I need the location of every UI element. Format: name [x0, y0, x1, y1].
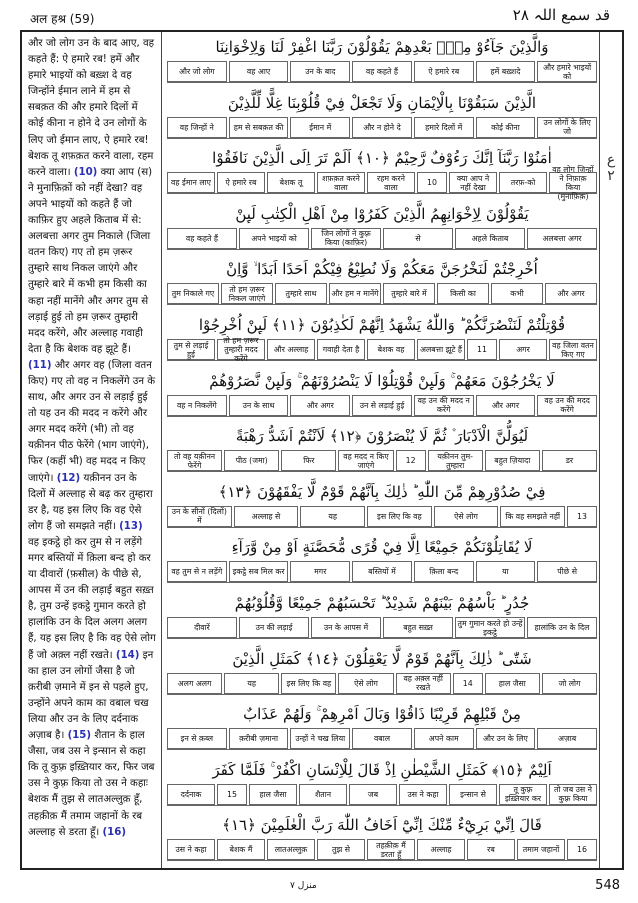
word-meaning-cell: अहले किताब — [455, 228, 525, 249]
ayah-number-15: (15) — [67, 730, 92, 742]
verse-block — [164, 34, 600, 82]
translation-text — [28, 36, 156, 841]
ayah-number-11: (11) — [28, 359, 52, 371]
word-meaning-cell: तुम से लड़ाई हुई — [167, 339, 215, 360]
word-meaning-cell: तुम्हारे बारे में — [383, 283, 435, 304]
word-meaning-cell: वह उन की मदद करेंगे — [537, 395, 597, 416]
verse-block — [164, 90, 600, 138]
word-meaning-cell: वह कहते हैं — [352, 61, 412, 82]
word-meaning-cell: उन के आपस में — [311, 617, 381, 638]
word-meaning-cell: शैतान — [299, 784, 347, 805]
arabic-verse-line: لَا يُقَاتِلُوْنَكُمْ جَمِيْعًا اِلَّا فِيْ قُرًى مُّحَصَّنَةٍ اَوْ مِنْ وَّرَآءِ — [231, 538, 533, 557]
word-meaning-cell: हमारे दिलों में — [414, 117, 474, 138]
word-meaning-cell: तुम निकाले गए — [167, 283, 219, 304]
ayah-number-cell: 10 — [417, 172, 447, 193]
word-by-word-column — [164, 32, 600, 868]
word-meaning-cell: तुम्हारे साथ — [275, 283, 327, 304]
word-meaning-cell: से — [383, 228, 453, 249]
word-meaning-cell: हम से सबक़त की — [229, 117, 289, 138]
verse-block — [164, 312, 600, 363]
ayah-number-cell: 11 — [467, 339, 497, 360]
word-meaning-row — [167, 164, 597, 201]
word-meaning-cell: डर — [542, 450, 597, 471]
word-meaning-row — [167, 839, 597, 861]
verse-block — [164, 145, 600, 201]
word-meaning-row — [167, 728, 597, 750]
word-meaning-cell: ऐसे लोग — [434, 506, 499, 527]
word-meaning-cell: हाल जैसा — [485, 673, 540, 694]
word-meaning-cell: बहुत ज़ियादा — [485, 450, 540, 471]
word-meaning-cell: अलग अलग — [167, 673, 222, 694]
word-meaning-cell: कभी — [491, 283, 543, 304]
word-meaning-cell: हालांकि उन के दिल — [527, 617, 597, 638]
verse-block — [164, 423, 600, 471]
verse-block — [164, 590, 600, 638]
word-meaning-cell: वह मदद न किए जाएंगे — [338, 450, 393, 471]
surah-title-hindi: अल हश्र (59) — [30, 12, 95, 26]
word-meaning-cell: गवाही देता है — [317, 339, 365, 360]
word-meaning-cell: इस लिए कि वह — [367, 506, 432, 527]
word-meaning-cell: इकट्ठे सब मिल कर — [229, 561, 289, 582]
word-meaning-cell: और अगर — [476, 395, 536, 416]
verse-block — [164, 256, 600, 304]
word-meaning-cell: तो हम ज़रूर निकल जाएंगे — [221, 283, 273, 304]
word-meaning-cell: यह — [224, 673, 279, 694]
word-meaning-cell: तुझ से — [317, 839, 365, 860]
verse-block — [164, 368, 600, 416]
word-meaning-cell: इन से क़ब्ल — [167, 728, 227, 749]
word-meaning-cell: या — [476, 561, 536, 582]
word-meaning-cell: अपने भाइयों को — [239, 228, 309, 249]
word-meaning-cell: वह उन की मदद न करेंगे — [414, 395, 474, 416]
arabic-verse-line: قُوْتِلْتُمْ لَنَنْصُرَنَّكُمْ ؕ وَاللّٰهُ يَشْهَدُ اِنَّهُمْ لَكٰذِبُوْنَ ﴿١١﴾ لَىِٕنْ اُخْرِجُوْا — [198, 316, 566, 334]
word-meaning-cell: तो जब उस ने कुफ़्र किया — [549, 784, 597, 805]
translation-ayah-10: और जो लोग उन के बाद आए, वह कहते हैं: ऐ हमारे रब! हमें और हमारे भाइयों को बख़्श दे वह जिन्होंने ईमान लाने में हम से सबक़त की और हमारे दिलों में कोई कीना न होने दे उन लोगों के लिए जो ईमान लाए, ऐ हमारे रब! बेशक तू शफ़क़त करने वाला, रहम करने वाला। — [28, 38, 155, 178]
word-meaning-cell: क़िला बन्द — [414, 561, 474, 582]
word-meaning-cell: ईमान में — [290, 117, 350, 138]
word-meaning-cell: मगर — [290, 561, 350, 582]
arabic-verse-line: جُدُرٍ ؕ بَاْسُهُمْ بَيْنَهُمْ شَدِيْدٌ ؕ تَحْسَبُهُمْ جَمِيْعًا وَّقُلُوْبُهُمْ — [234, 594, 530, 612]
word-meaning-cell: कोई कीना — [476, 117, 536, 138]
word-meaning-cell: तमाम जहानों — [517, 839, 565, 860]
word-meaning-cell: उन्हों ने चख लिया — [290, 728, 350, 749]
word-meaning-cell: वह अक़्ल नहीं रखते — [396, 673, 451, 694]
ayah-number-10: (10) — [73, 166, 98, 178]
ayah-number-cell: 13 — [567, 506, 597, 527]
word-meaning-cell: बेशक मैं — [217, 839, 265, 860]
word-meaning-row — [167, 673, 597, 695]
word-meaning-cell: अल्लाह से — [234, 506, 299, 527]
word-meaning-cell: किसी का — [437, 283, 489, 304]
word-meaning-cell: वह लोग जिन्हों ने निफ़ाक़ किया (मुनाफ़िक़) — [549, 172, 597, 193]
word-meaning-cell: अलबत्ता झूटे हैं — [417, 339, 465, 360]
word-meaning-cell: वह जिन्हों ने — [167, 117, 227, 138]
word-meaning-cell: इन्सान से — [449, 784, 497, 805]
ayah-number-cell: 14 — [453, 673, 483, 694]
word-meaning-cell: बेशक तू — [267, 172, 315, 193]
word-meaning-cell: कि वह समझते नहीं — [500, 506, 565, 527]
ruku-marker: ع ۲ — [606, 152, 616, 184]
translation-ayah-11: क्या आप (स) ने मुनाफ़िक़ों को नहीं देखा? वह अपने भाइयों को कहते हैं जो काफ़िर हुए अहले किताब में से: अलबत्ता अगर तुम निकाले (जिला वतन किए) गए तो हम ज़रूर तुम्हारे साथ निकल जाएंगे और तुम्हारे बारे में कभी हम किसी का कहा नहीं मानेंगे और अगर तुम से लड़ाई हुई तो हम ज़रूर तुम्हारी मदद करेंगे, और अल्लाह गवाही देता है कि बेशक वह झूटे हैं। — [28, 166, 153, 355]
word-meaning-cell: जिन लोगों ने कुफ़्र किया (काफ़िर) — [311, 228, 381, 249]
translation-ayah-16: शैतान के हाल जैसा, जब उस ने इन्सान से कहा कि तू कुफ़्र इख़्तियार कर, फिर जब उस ने कुफ़्र किया तो उस ने कहाः बेशक मैं तुझ से लातअल्लुक़ हूँ, तहक़ीक़ मैं तमाम जहानों के रब अल्लाह से डरता हूँ। — [28, 730, 155, 838]
verse-block — [164, 479, 600, 527]
word-meaning-cell: वह जिला वतन किए गए — [549, 339, 597, 360]
word-meaning-cell: बस्तियों में — [352, 561, 412, 582]
juz-title-arabic: قد سمع اللہ ۲۸ — [512, 6, 610, 24]
arabic-verse-line: وَالَّذِيْنَ جَآءُوْ مِنْۢ بَعْدِهِمْ يَقُوْلُوْنَ رَبَّنَا اغْفِرْ لَنَا وَلِاِخْوَانِنَا — [215, 38, 549, 56]
ayah-number-cell: 15 — [217, 784, 247, 805]
word-meaning-cell: और उन के लिए — [476, 728, 536, 749]
page-number: 548 — [595, 878, 620, 893]
word-meaning-cell: तरफ़-को — [499, 172, 547, 193]
word-meaning-cell: जो लोग — [542, 673, 597, 694]
ayah-number-14: (14) — [115, 649, 140, 661]
word-meaning-cell: अपने काम — [414, 728, 474, 749]
verse-block — [164, 757, 600, 805]
word-meaning-cell: और हम न मानेंगे — [329, 283, 381, 304]
arabic-verse-line: اُخْرِجْتُمْ لَنَخْرُجَنَّ مَعَكُمْ وَلَا نُطِيْعُ فِيْكُمْ اَحَدًا اَبَدًا ۙ وَّاِنْ — [226, 260, 538, 279]
word-meaning-cell: रब — [467, 839, 515, 860]
arabic-verse-line: لَا يَخْرُجُوْنَ مَعَهُمْ ۚ وَلَىِٕنْ قُوْتِلُوْا لَا يَنْصُرُوْنَهُمْ ۚ وَلَىِٕنْ نَّصَرُوْهُمْ — [209, 371, 555, 390]
word-meaning-cell: बेशक वह — [367, 339, 415, 360]
translation-ayah-14: वह इकट्ठे हो कर तुम से न लड़ेंगे मगर बस्तियों में क़िला बन्द हो कर या दीवारों (फ़सील) के पीछे से, आपस में उन की लड़ाई बहुत सख़्त है, तुम उन्हें इकट्ठे गुमान करते हो हालांकि उन के दिल अलग अलग हैं, यह इस लिए है कि वह ऐसे लोग हैं जो अक़्ल नहीं रखते। — [28, 536, 156, 661]
word-meaning-cell: ऐ हमारे रब — [414, 61, 474, 82]
word-meaning-cell: और अगर — [290, 395, 350, 416]
word-meaning-row — [167, 283, 597, 305]
arabic-verse-line: اٰمَنُوْا رَبَّنَآ اِنَّكَ رَءُوْفٌ رَّحِيْمٌ ﴿١٠﴾ اَلَمْ تَرَ اِلَى الَّذِيْنَ نَافَقُوْا — [212, 149, 552, 168]
manzil-label: منزل ۷ — [290, 881, 317, 891]
word-meaning-cell: दीवारें — [167, 617, 237, 638]
verse-block — [164, 534, 600, 582]
word-meaning-cell: तो हम ज़रूर तुम्हारी मदद करेंगे — [217, 339, 265, 360]
translation-ayah-12: और अगर वह (जिला वतन किए) गए तो वह न निकलेंगे उन के साथ, और अगर उन से लड़ाई हुई तो यह उन की मदद न करेंगे और अगर मदद करेंगे (भी) तो वह यक़ीनन पीठ फेरेंगे (भाग जाएंगे), फिर (कहीं भी) वह मदद न किए जाएंगे। — [28, 359, 156, 484]
translation-ayah-13: यक़ीनन उन के दिलों में अल्लाह से बढ़ कर तुम्हारा डर है, यह इस लिए कि वह ऐसे लोग हैं जो समझते नहीं। — [28, 472, 153, 532]
word-meaning-cell: तुम गुमान करते हो उन्हें इकट्ठे — [455, 617, 525, 638]
word-meaning-cell: अलबत्ता अगर — [527, 228, 597, 249]
word-meaning-cell: दर्दनाक — [167, 784, 215, 805]
ayah-number-12: (12) — [56, 472, 81, 484]
word-meaning-row — [167, 506, 597, 528]
word-meaning-row — [167, 450, 597, 472]
ayah-number-cell: 12 — [396, 450, 426, 471]
word-meaning-row — [167, 784, 597, 806]
word-meaning-row — [167, 117, 597, 139]
word-meaning-row — [167, 395, 597, 417]
word-meaning-cell: शफ़क़त करने वाला — [317, 172, 365, 193]
word-meaning-row — [167, 336, 597, 363]
word-meaning-cell: फिर — [281, 450, 336, 471]
ayah-number-cell: 16 — [567, 839, 597, 860]
word-meaning-cell: वह कहते हैं — [167, 228, 237, 249]
translation-ayah-15: इन का हाल उन लोगों जैसा है जो क़रीबी ज़माने में इन से पहले हुए, उन्होंने अपने काम का वबाल चख लिया और उन के लिए दर्दनाक अज़ाब है। — [28, 649, 154, 742]
word-meaning-cell: क़रीबी ज़माना — [229, 728, 289, 749]
word-meaning-cell: बहुत सख़्त — [383, 617, 453, 638]
verse-block — [164, 201, 600, 249]
arabic-verse-line: اَلِيْمٌ ﴿١٥﴾ كَمَثَلِ الشَّيْطٰنِ اِذْ قَالَ لِلْاِنْسَانِ اكْفُرْ ۚ فَلَمَّا كَفَرَ — [212, 760, 552, 779]
word-meaning-cell: उन के बाद — [290, 61, 350, 82]
word-meaning-cell: इस लिए कि वह — [281, 673, 336, 694]
word-meaning-row — [167, 561, 597, 583]
arabic-verse-line: يَقُوْلُوْنَ لِاِخْوَانِهِمُ الَّذِيْنَ كَفَرُوْا مِنْ اَهْلِ الْكِتٰبِ لَىِٕنْ — [235, 204, 529, 223]
word-meaning-cell: पीछे से — [537, 561, 597, 582]
word-meaning-cell: हाल जैसा — [249, 784, 297, 805]
word-meaning-cell: तू कुफ़्र इख़्तियार कर — [499, 784, 547, 805]
word-meaning-cell: ऐसे लोग — [338, 673, 393, 694]
word-meaning-cell: यह — [300, 506, 365, 527]
word-meaning-cell: और न होने दे — [352, 117, 412, 138]
word-meaning-cell: उन की लड़ाई — [239, 617, 309, 638]
word-meaning-cell: उस ने कहा — [399, 784, 447, 805]
word-meaning-cell: वह ईमान लाए — [167, 172, 215, 193]
word-meaning-row — [167, 228, 597, 250]
word-meaning-cell: उन के सीनों (दिलों) में — [167, 506, 232, 527]
word-meaning-cell: वह आए — [229, 61, 289, 82]
word-meaning-cell: वबाल — [352, 728, 412, 749]
word-meaning-cell: और हमारे भाइयों को — [537, 61, 597, 82]
word-meaning-cell: क्या आप ने नहीं देखा — [449, 172, 497, 193]
word-meaning-cell: पीठ (जमा) — [224, 450, 279, 471]
word-meaning-cell: यक़ीनन तुम-तुम्हारा — [428, 450, 483, 471]
arabic-verse-line: لَيُوَلُّنَّ الْاَدْبَارَ ۫ ثُمَّ لَا يُنْصَرُوْنَ ﴿١٢﴾ لَاَنْتُمْ اَشَدُّ رَهْبَةً — [235, 427, 529, 446]
word-meaning-cell: उस ने कहा — [167, 839, 215, 860]
word-meaning-cell: अज़ाब — [537, 728, 597, 749]
translation-column — [22, 32, 162, 868]
ayah-number-16: (16) — [102, 826, 127, 838]
verse-block — [164, 701, 600, 749]
word-meaning-cell: उन से लड़ाई हुई — [352, 395, 412, 416]
arabic-verse-line: قَالَ اِنِّيْ بَرِيْٓءٌ مِّنْكَ اِنِّيْٓ اَخَافُ اللّٰهَ رَبَّ الْعٰلَمِيْنَ ﴿١٦﴾ — [222, 816, 542, 835]
arabic-verse-line: الَّذِيْنَ سَبَقُوْنَا بِالْاِيْمَانِ وَلَا تَجْعَلْ فِيْ قُلُوْبِنَا غِلًّا لِّلَّذِيْنَ — [227, 93, 537, 112]
word-meaning-cell: जब — [349, 784, 397, 805]
word-meaning-cell: ऐ हमारे रब — [217, 172, 265, 193]
word-meaning-cell: तो वह यक़ीनन फेरेंगे — [167, 450, 222, 471]
arabic-verse-line: شَتّٰى ؕ ذٰلِكَ بِاَنَّهُمْ قَوْمٌ لَّا يَعْقِلُوْنَ ﴿١٤﴾ كَمَثَلِ الَّذِيْنَ — [232, 649, 532, 668]
word-meaning-cell: उन लोगों के लिए जो — [537, 117, 597, 138]
word-meaning-cell: अल्लाह — [417, 839, 465, 860]
word-meaning-cell: लातअल्लुक़ — [267, 839, 315, 860]
arabic-verse-line: مِنْ قَبْلِهِمْ قَرِيْبًا ذَاقُوْا وَبَالَ اَمْرِهِمْ ۚ وَلَهُمْ عَذَابٌ — [243, 705, 521, 724]
word-meaning-cell: रहम करने वाला — [367, 172, 415, 193]
word-meaning-cell: अगर — [499, 339, 547, 360]
verse-block — [164, 812, 600, 860]
word-meaning-cell: वह न निकलेंगे — [167, 395, 227, 416]
word-meaning-cell: वह तुम से न लड़ेंगे — [167, 561, 227, 582]
word-meaning-cell: तहक़ीक़ मैं डरता हूँ — [367, 839, 415, 860]
ayah-number-13: (13) — [119, 520, 143, 532]
arabic-verse-line: فِيْ صُدُوْرِهِمْ مِّنَ اللّٰهِ ؕ ذٰلِكَ بِاَنَّهُمْ قَوْمٌ لَّا يَفْقَهُوْنَ ﴿١٣﴾ — [218, 482, 546, 501]
word-meaning-cell: और जो लोग — [167, 61, 227, 82]
word-meaning-row — [167, 617, 597, 639]
word-meaning-cell: और अगर — [545, 283, 597, 304]
word-meaning-row — [167, 61, 597, 83]
word-meaning-cell: और अल्लाह — [267, 339, 315, 360]
verse-block — [164, 646, 600, 694]
word-meaning-cell: उन के साथ — [229, 395, 289, 416]
margin-column — [600, 32, 622, 868]
word-meaning-cell: हमें बख़्शदे — [476, 61, 536, 82]
